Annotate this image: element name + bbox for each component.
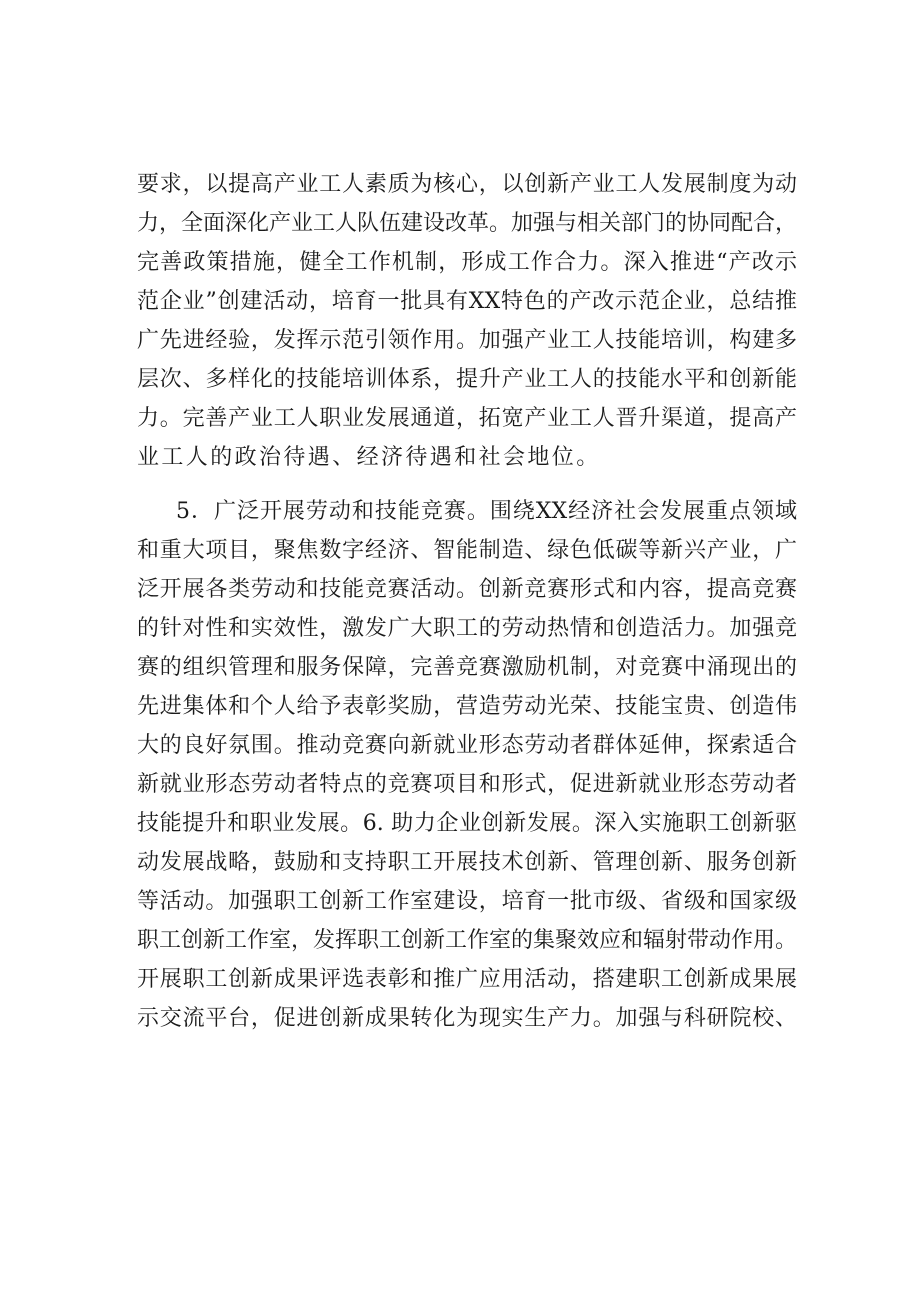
text-line: 泛开展各类劳动和技能竞赛活动。创新竞赛形式和内容，提高竞赛 [137, 577, 797, 602]
text-line: 技能提升和职业发展。6. 助力企业创新发展。深入实施职工创新驱 [137, 811, 797, 836]
text-line: 完善政策措施，健全工作机制，形成工作合力。深入推进“产改示 [137, 250, 797, 275]
text-line: 层次、多样化的技能培训体系，提升产业工人的技能水平和创新能 [137, 367, 797, 392]
text-line: 先进集体和个人给予表彰奖励，营造劳动光荣、技能宝贵、创造伟 [137, 694, 797, 719]
text-line: 赛的组织管理和服务保障，完善竞赛激励机制，对竞赛中涌现出的 [137, 655, 797, 680]
text-line: 范企业”创建活动，培育一批具有XX特色的产改示范企业，总结推 [137, 289, 797, 314]
text-line: 力，全面深化产业工人队伍建设改革。加强与相关部门的协同配合， [137, 211, 798, 236]
text-line: 职工创新工作室，发挥职工创新工作室的集聚效应和辐射带动作用。 [137, 928, 798, 953]
text-line: 的针对性和实效性，激发广大职工的劳动热情和创造活力。加强竞 [137, 616, 797, 641]
text-line-paragraph-end: 业工人的政治待遇、经济待遇和社会地位。 [137, 445, 601, 470]
text-line: 示交流平台，促进创新成果转化为现实生产力。加强与科研院校、 [137, 1006, 797, 1031]
text-line: 开展职工创新成果评选表彰和推广应用活动，搭建职工创新成果展 [137, 967, 797, 992]
text-line: 等活动。加强职工创新工作室建设，培育一批市级、省级和国家级 [137, 889, 797, 914]
text-line: 要求，以提高产业工人素质为核心，以创新产业工人发展制度为动 [137, 172, 797, 197]
text-line: 和重大项目，聚焦数字经济、智能制造、绿色低碳等新兴产业，广 [137, 538, 797, 563]
text-line: 力。完善产业工人职业发展通道，拓宽产业工人晋升渠道，提高产 [137, 406, 797, 431]
text-line: 大的良好氛围。推动竞赛向新就业形态劳动者群体延伸，探索适合 [137, 733, 797, 758]
text-line: 新就业形态劳动者特点的竞赛项目和形式，促进新就业形态劳动者 [137, 772, 797, 797]
text-line: 广先进经验，发挥示范引领作用。加强产业工人技能培训，构建多 [137, 328, 797, 353]
text-line: 动发展战略，鼓励和支持职工开展技术创新、管理创新、服务创新 [137, 850, 797, 875]
section-5-heading-line: 5．广泛开展劳动和技能竞赛。围绕XX经济社会发展重点领域 [176, 499, 797, 524]
